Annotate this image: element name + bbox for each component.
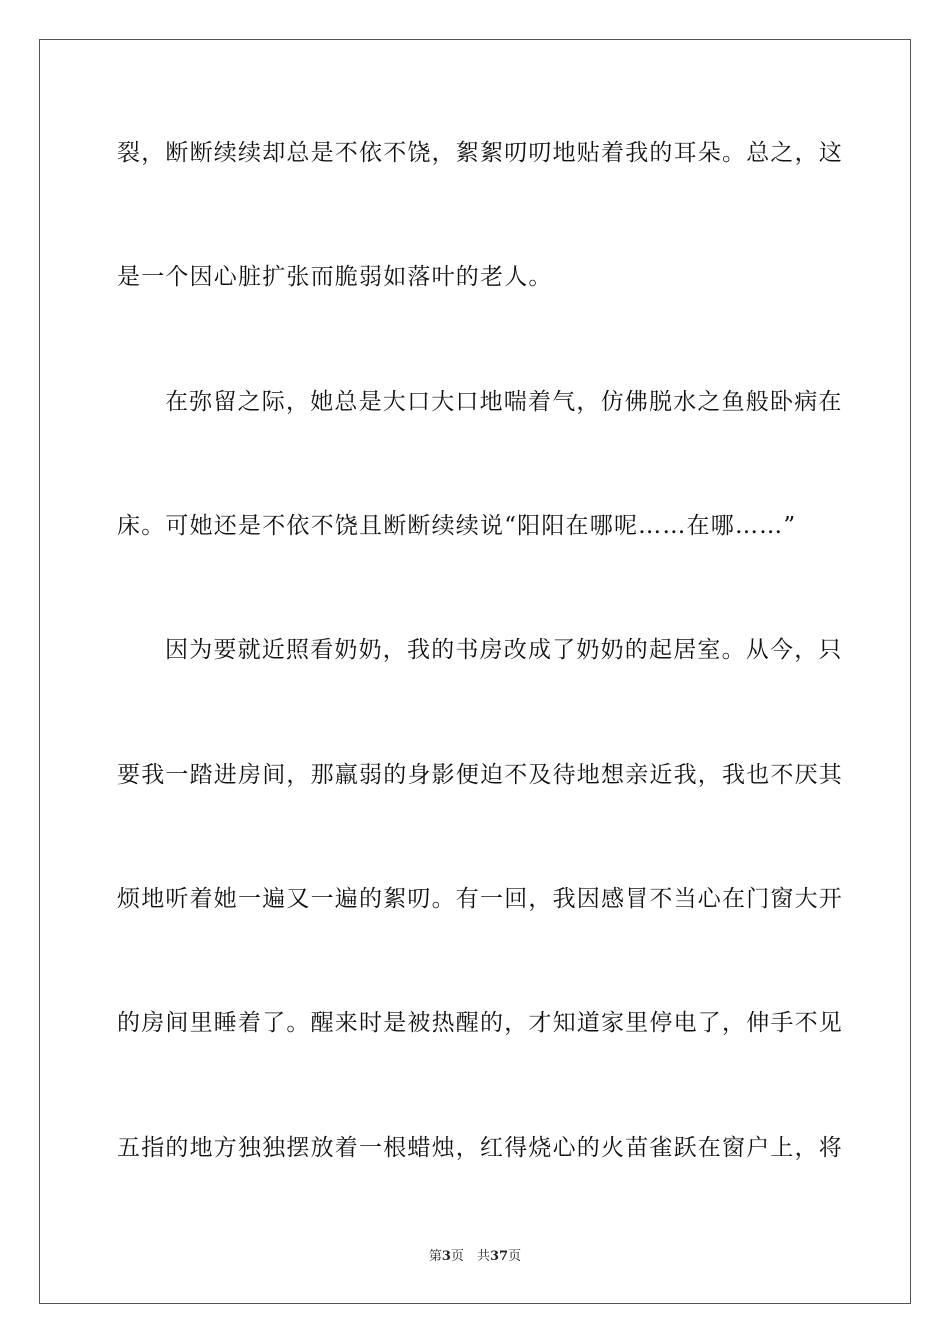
page-border xyxy=(39,39,911,1304)
text-line-9: 五指的地方独独摆放着一根蜡烛，红得烧心的火苗雀跃在窗户上，将 xyxy=(117,1135,843,1161)
page-mid: 页 共 xyxy=(450,1249,490,1264)
page-suffix: 页 xyxy=(508,1249,522,1264)
page-prefix: 第 xyxy=(428,1249,442,1264)
text-line-5: 因为要就近照看奶奶，我的书房改成了奶奶的起居室。从今，只 xyxy=(165,637,843,663)
text-line-2: 是一个因心脏扩张而脆弱如落叶的老人。 xyxy=(117,264,553,290)
text-line-3: 在弥留之际，她总是大口大口地喘着气，仿佛脱水之鱼般卧病在 xyxy=(165,389,843,415)
page-footer xyxy=(0,1248,950,1266)
text-line-1: 裂，断断续续却总是不依不饶，絮絮叨叨地贴着我的耳朵。总之，这 xyxy=(117,140,843,166)
text-line-7: 烦地听着她一遍又一遍的絮叨。有一回，我因感冒不当心在门窗大开 xyxy=(117,886,843,912)
total-page-number: 37 xyxy=(489,1249,509,1264)
current-page-number: 3 xyxy=(441,1249,451,1264)
text-line-6: 要我一踏进房间，那羸弱的身影便迫不及待地想亲近我，我也不厌其 xyxy=(117,762,843,788)
text-line-4: 床。可她还是不依不饶且断断续续说“阳阳在哪呢……在哪……” xyxy=(117,513,797,539)
text-line-8: 的房间里睡着了。醒来时是被热醒的，才知道家里停电了，伸手不见 xyxy=(117,1010,843,1036)
